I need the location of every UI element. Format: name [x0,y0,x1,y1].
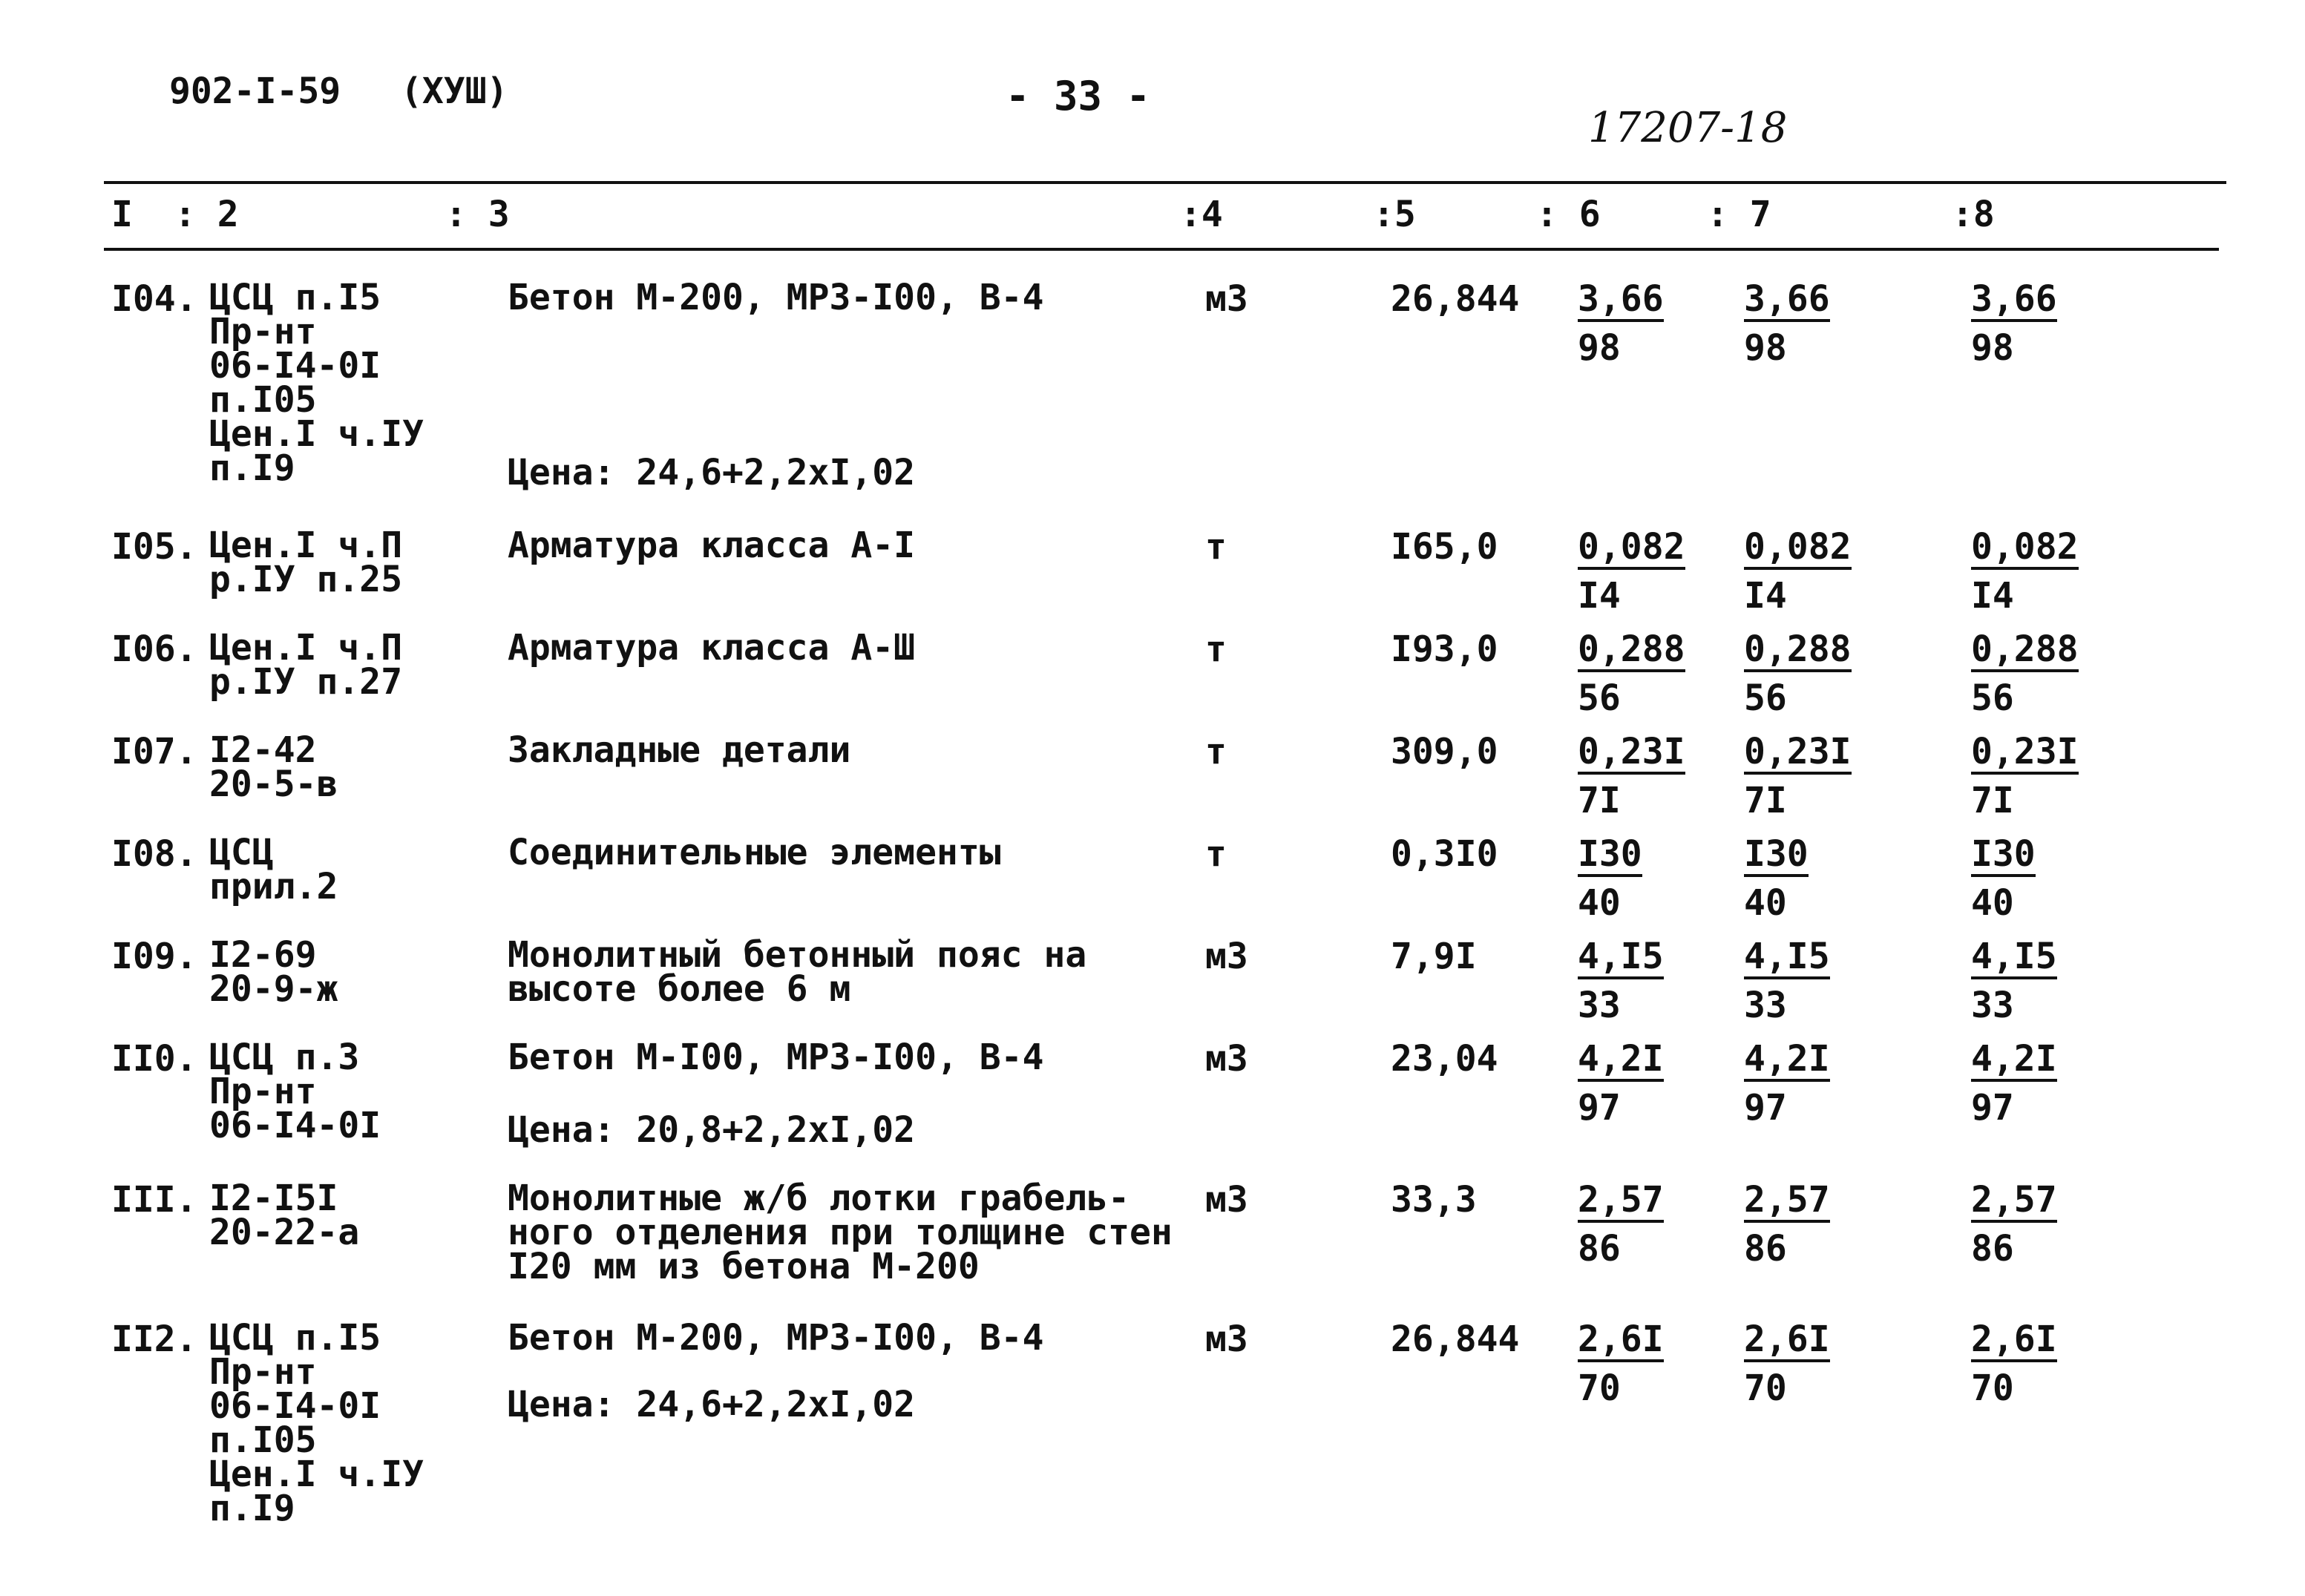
norm-code-line: р.IУ п.25 [209,559,403,600]
row-number: I09. [111,936,197,977]
cost-value: 98 [1971,327,2014,369]
quantity-cost-col-8 [1971,628,2079,719]
norm-code-line: Цен.I ч.П [209,627,403,669]
cost-value: 40 [1578,882,1621,924]
norm-code-line: п.I9 [209,1488,295,1529]
cost-value: 7I [1971,780,2014,821]
quantity-value: 2,6I [1971,1321,2057,1362]
norm-code-line: ЦСЦ п.3 [209,1037,360,1078]
quantity-value: 0,288 [1744,631,1852,672]
quantity-value: 0,23I [1578,733,1685,775]
quantity-value: 0,082 [1971,528,2079,570]
cost-value: I4 [1971,575,2014,617]
quantity-value: 0,23I [1744,733,1852,775]
col-header-5: :5 [1373,194,1416,235]
norm-code [209,934,338,1010]
unit-price: I65,0 [1391,526,1498,568]
quantity-value: 2,57 [1744,1181,1830,1223]
unit-price: 309,0 [1391,731,1498,772]
quantity-cost-col-6 [1578,1318,1664,1409]
col-header-4: :4 [1180,194,1223,235]
item-description-line: высоте более 6 м [508,968,851,1010]
item-description-line: Арматура класса А-I [508,525,916,566]
quantity-cost-col-7 [1744,835,1809,922]
quantity-value: 0,23I [1971,733,2079,775]
cost-value: 97 [1578,1087,1621,1129]
row-number: I07. [111,731,197,772]
quantity-cost-col-8 [1971,1179,2057,1270]
archive-number: 17207-18 [1588,104,1788,152]
cost-value: 7I [1578,780,1621,821]
quantity-cost-col-8 [1971,280,2057,367]
unit: м3 [1205,936,1248,977]
quantity-value: 2,57 [1578,1181,1664,1223]
cost-value: 56 [1578,677,1621,719]
item-description [508,1178,1173,1287]
quantity-cost-col-8 [1971,1038,2057,1129]
norm-code-line: I2-42 [209,729,317,771]
cost-value: 56 [1744,677,1787,719]
quantity-value: 3,66 [1578,280,1664,322]
unit-price: 0,3I0 [1391,833,1498,875]
unit: м3 [1205,1038,1248,1080]
quantity-value: 2,6I [1578,1321,1664,1362]
norm-code-line: Пр-нт [209,311,317,352]
norm-code-line: ЦСЦ [209,832,274,873]
norm-code [209,277,424,489]
cost-value: 97 [1744,1087,1787,1129]
unit: т [1205,526,1227,568]
quantity-value: 4,I5 [1971,938,2057,979]
cost-value: 86 [1971,1228,2014,1270]
quantity-cost-col-7 [1744,280,1830,367]
quantity-cost-col-6 [1578,1038,1664,1129]
quantity-value: 3,66 [1744,280,1830,322]
item-description [508,525,916,566]
quantity-cost-col-6 [1578,526,1685,617]
quantity-cost-col-8 [1971,1318,2057,1409]
norm-code-line: ЦСЦ п.I5 [209,277,381,318]
quantity-value: 2,57 [1971,1181,2057,1223]
cost-value: 56 [1971,677,2014,719]
quantity-value: 4,2I [1578,1040,1664,1082]
row-number: I04. [111,278,197,320]
norm-code-line: п.I05 [209,1419,317,1461]
norm-code [209,729,338,805]
price-note: Цена: 24,6+2,2хI,02 [508,1384,916,1425]
norm-code-line: Пр-нт [209,1071,317,1112]
item-description [508,1037,1044,1078]
quantity-cost-col-6 [1578,280,1664,367]
quantity-cost-col-7 [1744,628,1852,719]
row-number: I08. [111,833,197,875]
col-header-3: : 3 [445,194,510,235]
col-header-2: : 2 [174,194,239,235]
row-number: II0. [111,1038,197,1080]
quantity-value: 4,2I [1971,1040,2057,1082]
quantity-cost-col-8 [1971,526,2079,617]
quantity-cost-col-6 [1578,628,1685,719]
quantity-cost-col-7 [1744,1318,1830,1409]
cost-value: I4 [1744,575,1787,617]
unit-price: 26,844 [1391,278,1520,320]
unit: м3 [1205,1179,1248,1221]
norm-code-line: 06-I4-0I [209,345,381,387]
quantity-cost-col-6 [1578,835,1642,922]
unit: м3 [1205,1318,1248,1360]
item-description [508,277,1044,318]
cost-value: 40 [1744,882,1787,924]
cost-value: 70 [1971,1367,2014,1409]
quantity-value: 0,082 [1744,528,1852,570]
table-header-rule [104,248,2219,251]
norm-code-line: 20-9-ж [209,968,338,1010]
quantity-value: 4,2I [1744,1040,1830,1082]
item-description [508,934,1087,1010]
norm-code-line: Цен.I ч.П [209,525,403,566]
norm-code-line: п.I9 [209,447,295,489]
quantity-cost-col-7 [1744,526,1852,617]
cost-value: 70 [1744,1367,1787,1409]
norm-code-line: 20-5-в [209,763,338,805]
unit-price: 23,04 [1391,1038,1498,1080]
cost-value: 98 [1744,327,1787,369]
norm-code [209,1037,381,1146]
norm-code [209,525,403,600]
item-description-line: ного отделения при толщине стен [508,1212,1173,1253]
norm-code-line: ЦСЦ п.I5 [209,1317,381,1359]
quantity-cost-col-8 [1971,733,2079,819]
cost-value: 7I [1744,780,1787,821]
item-description-line: Бетон М-200, МРЗ-I00, В-4 [508,277,1044,318]
cost-value: 97 [1971,1087,2014,1129]
unit: м3 [1205,278,1248,320]
quantity-cost-col-7 [1744,938,1830,1024]
price-note: Цена: 20,8+2,2хI,02 [508,1109,916,1151]
item-description [508,729,851,771]
document-part: (XУШ) [401,70,508,112]
cost-value: 98 [1578,327,1621,369]
item-description [508,1317,1044,1359]
item-description-line: Бетон М-I00, МРЗ-I00, В-4 [508,1037,1044,1078]
quantity-cost-col-6 [1578,733,1685,819]
unit-price: 26,844 [1391,1318,1520,1360]
row-number: I06. [111,628,197,670]
item-description-line: Монолитные ж/б лотки грабель- [508,1178,1130,1219]
item-description-line: Арматура класса А-Ш [508,627,916,669]
norm-code-line: I2-I5I [209,1178,338,1219]
cost-value: I4 [1578,575,1621,617]
item-description-line: I20 мм из бетона М-200 [508,1246,980,1287]
norm-code-line: Цен.I ч.IУ [209,413,424,455]
quantity-value: 0,288 [1971,631,2079,672]
unit-price: 33,3 [1391,1179,1477,1221]
quantity-value: 4,I5 [1744,938,1830,979]
quantity-value: 3,66 [1971,280,2057,322]
item-description-line: Бетон М-200, МРЗ-I00, В-4 [508,1317,1044,1359]
quantity-cost-col-7 [1744,733,1852,819]
quantity-cost-col-8 [1971,938,2057,1024]
norm-code-line: прил.2 [209,866,338,907]
quantity-cost-col-7 [1744,1038,1830,1129]
price-note: Цена: 24,6+2,2хI,02 [508,452,916,493]
norm-code-line: п.I05 [209,379,317,421]
item-description [508,832,1001,873]
norm-code-line: 06-I4-0I [209,1105,381,1146]
quantity-cost-col-8 [1971,835,2036,922]
quantity-value: 0,288 [1578,631,1685,672]
cost-value: 70 [1578,1367,1621,1409]
quantity-value: 0,082 [1578,528,1685,570]
norm-code-line: Пр-нт [209,1351,317,1393]
quantity-cost-col-6 [1578,938,1664,1024]
cost-value: 33 [1578,985,1621,1026]
norm-code-line: Цен.I ч.IУ [209,1454,424,1495]
document-code: 902-I-59 [169,70,341,112]
norm-code-line: 20-22-а [209,1212,360,1253]
col-header-6: : 6 [1536,194,1601,235]
unit-price: 7,9I [1391,936,1477,977]
item-description-line: Монолитный бетонный пояс на [508,934,1087,976]
cost-value: 33 [1744,985,1787,1026]
page-number: - 33 - [1006,73,1151,119]
quantity-value: 2,6I [1744,1321,1830,1362]
norm-code [209,1178,360,1253]
cost-value: 86 [1578,1228,1621,1270]
norm-code-line: р.IУ п.27 [209,661,403,703]
row-number: III. [111,1179,197,1221]
quantity-cost-col-6 [1578,1179,1664,1270]
col-header-7: : 7 [1707,194,1771,235]
item-description-line: Закладные детали [508,729,851,771]
item-description-line: Соединительные элементы [508,832,1001,873]
col-header-8: :8 [1952,194,1995,235]
col-header-1: I [111,194,133,235]
quantity-value: I30 [1578,835,1642,877]
unit: т [1205,731,1227,772]
quantity-value: 4,I5 [1578,938,1664,979]
norm-code-line: 06-I4-0I [209,1385,381,1427]
unit: т [1205,833,1227,875]
cost-value: 33 [1971,985,2014,1026]
unit-price: I93,0 [1391,628,1498,670]
row-number: I05. [111,526,197,568]
unit: т [1205,628,1227,670]
table-top-rule [104,181,2226,184]
cost-value: 86 [1744,1228,1787,1270]
quantity-cost-col-7 [1744,1179,1830,1270]
quantity-value: I30 [1744,835,1809,877]
row-number: II2. [111,1318,197,1360]
quantity-value: I30 [1971,835,2036,877]
cost-value: 40 [1971,882,2014,924]
norm-code [209,1317,424,1529]
item-description [508,627,916,669]
norm-code [209,832,338,907]
norm-code-line: I2-69 [209,934,317,976]
norm-code [209,627,403,703]
